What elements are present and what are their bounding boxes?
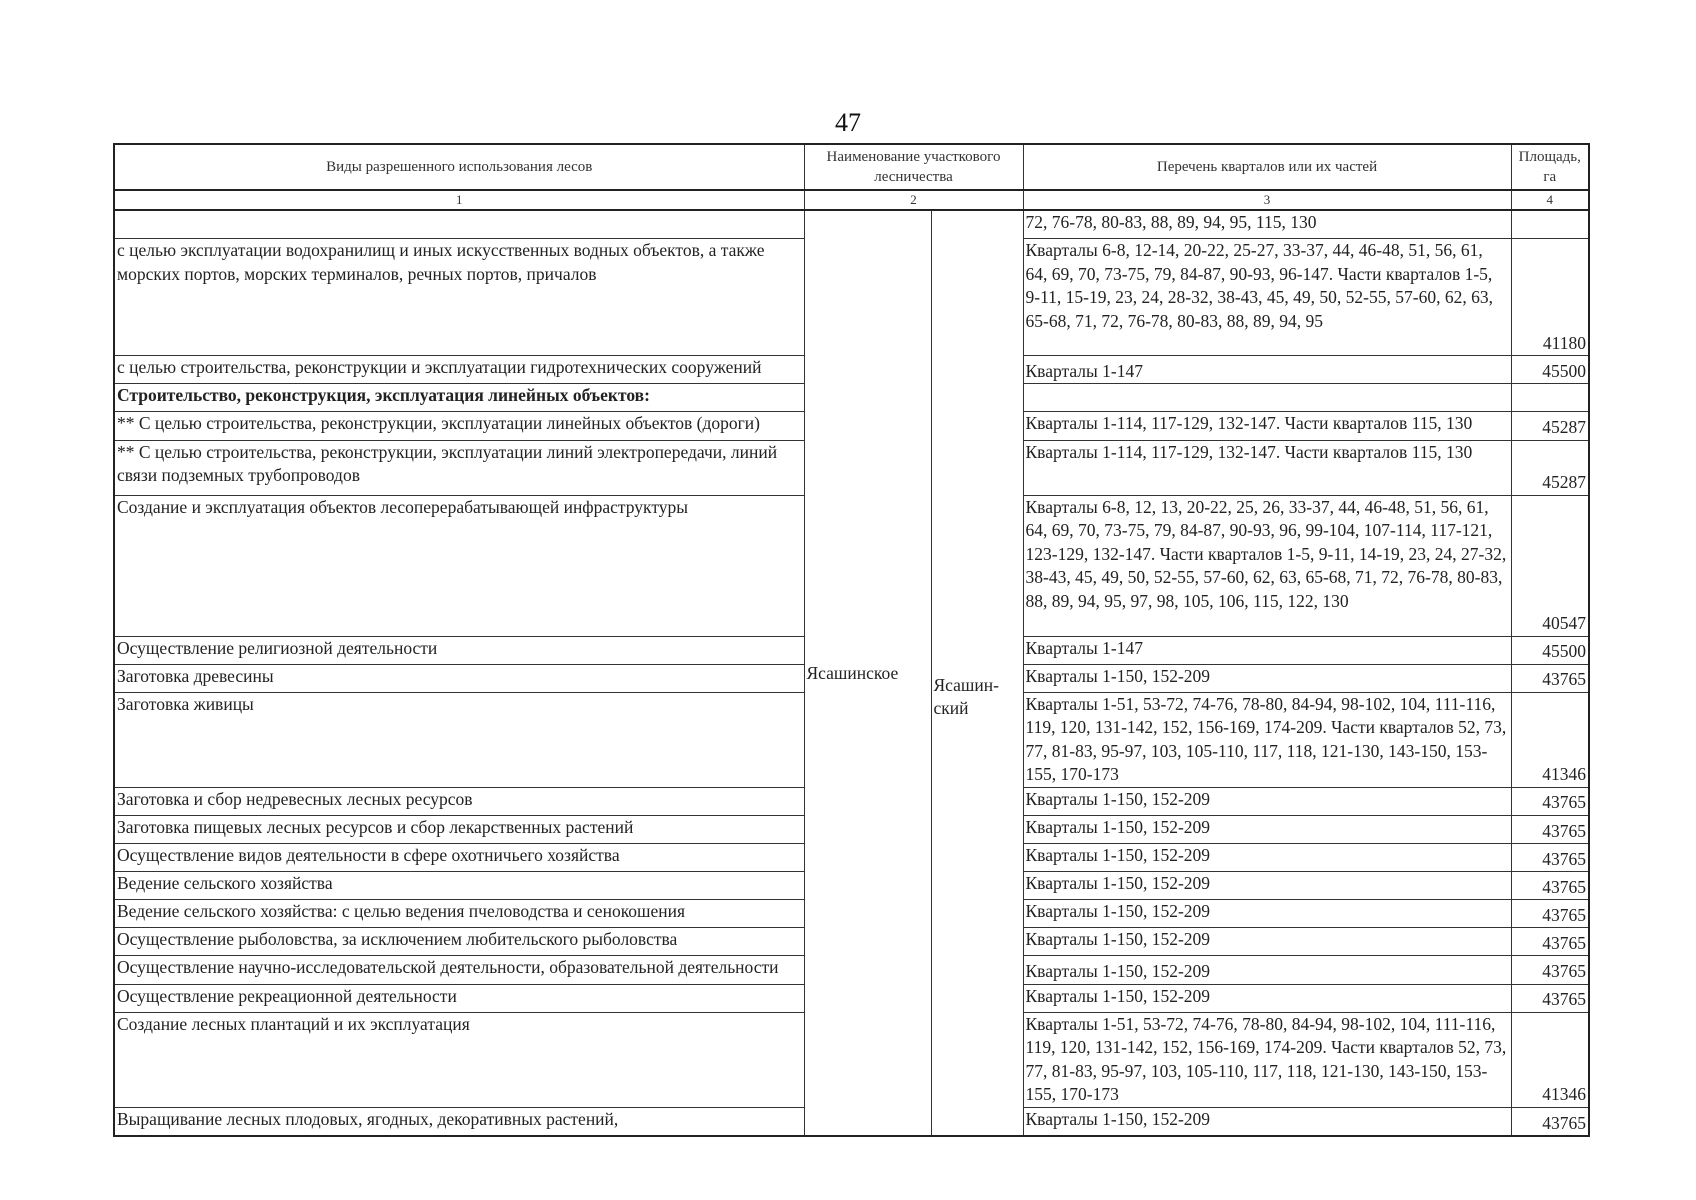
district-cell-a — [804, 210, 931, 1136]
header-area: Площадь, га — [1511, 144, 1589, 190]
use-type-cell: ** С целью строительства, реконструкции, эксплуатации линий электропередачи, линий связи подземных трубопроводов — [114, 440, 804, 495]
area-cell: 43765 — [1511, 984, 1589, 1012]
area-cell: 43765 — [1511, 844, 1589, 872]
quarters-cell: Кварталы 1-51, 53-72, 74-76, 78-80, 84-94, 98-102, 104, 111-116, 119, 120, 131-142, 152, 156-169, 174-209. Части кварталов 52, 73, 77, 81-83, 95-97, 103, 105-110, 117, 118, 121-130, 143-150, 153-155, 170-173 — [1023, 1012, 1511, 1107]
quarters-cell: Кварталы 1-147 — [1023, 356, 1511, 384]
area-cell: 41180 — [1511, 239, 1589, 356]
area-cell: 43765 — [1511, 928, 1589, 956]
use-type-cell: Осуществление рекреационной деятельности — [114, 984, 804, 1012]
quarters-cell: Кварталы 1-51, 53-72, 74-76, 78-80, 84-94, 98-102, 104, 111-116, 119, 120, 131-142, 152, 156-169, 174-209. Части кварталов 52, 73, 77, 81-83, 95-97, 103, 105-110, 117, 118, 121-130, 143-150, 153-155, 170-173 — [1023, 692, 1511, 787]
district-name-b: Ясашин-ский — [933, 674, 999, 718]
quarters-cell: 72, 76-78, 80-83, 88, 89, 94, 95, 115, 130 — [1023, 210, 1511, 239]
quarters-cell: Кварталы 1-150, 152-209 — [1023, 664, 1511, 692]
table-row — [114, 210, 1589, 239]
quarters-cell: Кварталы 1-150, 152-209 — [1023, 815, 1511, 843]
use-type-cell: Заготовка пищевых лесных ресурсов и сбор лекарственных растений — [114, 815, 804, 843]
area-cell: 43765 — [1511, 1107, 1589, 1136]
quarters-cell: Кварталы 1-150, 152-209 — [1023, 787, 1511, 815]
forest-use-table — [113, 143, 1590, 1137]
header-quarters: Перечень кварталов или их частей — [1023, 144, 1511, 190]
use-type-cell: с целью эксплуатации водохранилищ и иных искусственных водных объектов, а также морских портов, морских терминалов, речных портов, причалов — [114, 239, 804, 356]
header-use-type: Виды разрешенного использования лесов — [114, 144, 804, 190]
use-type-cell: Заготовка и сбор недревесных лесных ресурсов — [114, 787, 804, 815]
header-num-1: 1 — [114, 190, 804, 210]
use-type-cell: Выращивание лесных плодовых, ягодных, декоративных растений, — [114, 1107, 804, 1136]
header-district-name: Наименование участкового лесничества — [804, 144, 1023, 190]
area-cell — [1511, 384, 1589, 412]
use-type-cell: Создание и эксплуатация объектов лесоперерабатывающей инфраструктуры — [114, 495, 804, 636]
area-cell: 45500 — [1511, 636, 1589, 664]
use-type-cell: ** С целью строительства, реконструкции, эксплуатации линейных объектов (дороги) — [114, 412, 804, 440]
area-cell: 43765 — [1511, 815, 1589, 843]
use-type-cell: Осуществление видов деятельности в сфере охотничьего хозяйства — [114, 844, 804, 872]
use-type-cell: Ведение сельского хозяйства: с целью ведения пчеловодства и сенокошения — [114, 900, 804, 928]
quarters-cell: Кварталы 1-150, 152-209 — [1023, 956, 1511, 984]
use-type-cell: Осуществление религиозной деятельности — [114, 636, 804, 664]
area-cell — [1511, 210, 1589, 239]
area-cell: 45287 — [1511, 412, 1589, 440]
use-type-cell: Осуществление научно-исследовательской деятельности, образовательной деятельности — [114, 956, 804, 984]
area-cell: 43765 — [1511, 664, 1589, 692]
quarters-cell: Кварталы 1-150, 152-209 — [1023, 984, 1511, 1012]
use-type-cell: Заготовка живицы — [114, 692, 804, 787]
use-type-cell: Создание лесных плантаций и их эксплуатация — [114, 1012, 804, 1107]
quarters-cell: Кварталы 6-8, 12-14, 20-22, 25-27, 33-37, 44, 46-48, 51, 56, 61, 64, 69, 70, 73-75, 79, 84-87, 90-93, 96-147. Части кварталов 1-5, 9-11, 15-19, 23, 24, 28-32, 38-43, 45, 49, 50, 52-55, 57-60, 62, 63, 65-68, 71, 72, 76-78, 80-83, 88, 89, 94, 95 — [1023, 239, 1511, 356]
quarters-cell: Кварталы 1-150, 152-209 — [1023, 900, 1511, 928]
header-num-4: 4 — [1511, 190, 1589, 210]
area-cell: 41346 — [1511, 692, 1589, 787]
use-type-cell: Осуществление рыболовства, за исключением любительского рыболовства — [114, 928, 804, 956]
quarters-cell: Кварталы 1-150, 152-209 — [1023, 928, 1511, 956]
quarters-cell: Кварталы 1-147 — [1023, 636, 1511, 664]
page-number: 47 — [835, 108, 861, 137]
quarters-cell: Кварталы 1-114, 117-129, 132-147. Части кварталов 115, 130 — [1023, 440, 1511, 495]
quarters-cell: Кварталы 1-150, 152-209 — [1023, 1107, 1511, 1136]
area-cell: 45287 — [1511, 440, 1589, 495]
quarters-cell: Кварталы 1-114, 117-129, 132-147. Части кварталов 115, 130 — [1023, 412, 1511, 440]
quarters-cell: Кварталы 6-8, 12, 13, 20-22, 25, 26, 33-37, 44, 46-48, 51, 56, 61, 64, 69, 70, 73-75, 79, 84-87, 90-93, 96, 99-104, 107-114, 117-121, 123-129, 132-147. Части кварталов 1-5, 9-11, 14-19, 23, 24, 27-32, 38-43, 45, 49, 50, 52-55, 57-60, 62, 63, 65-68, 71, 72, 76-78, 80-83, 88, 89, 94, 95, 97, 98, 105, 106, 115, 122, 130 — [1023, 495, 1511, 636]
quarters-cell: Кварталы 1-150, 152-209 — [1023, 872, 1511, 900]
header-num-3: 3 — [1023, 190, 1511, 210]
use-type-cell: Заготовка древесины — [114, 664, 804, 692]
use-type-cell — [114, 210, 804, 239]
area-cell: 40547 — [1511, 495, 1589, 636]
area-cell: 45500 — [1511, 356, 1589, 384]
header-num-2: 2 — [804, 190, 1023, 210]
area-cell: 43765 — [1511, 787, 1589, 815]
area-cell: 43765 — [1511, 956, 1589, 984]
district-name-a: Ясашинское — [806, 663, 899, 684]
area-cell: 43765 — [1511, 900, 1589, 928]
area-cell: 43765 — [1511, 872, 1589, 900]
section-heading-cell: Строительство, реконструкция, эксплуатация линейных объектов: — [114, 384, 804, 412]
quarters-cell — [1023, 384, 1511, 412]
use-type-cell: Ведение сельского хозяйства — [114, 872, 804, 900]
use-type-cell: с целью строительства, реконструкции и эксплуатации гидротехнических сооружений — [114, 356, 804, 384]
district-cell-b — [931, 210, 1023, 1136]
area-cell: 41346 — [1511, 1012, 1589, 1107]
quarters-cell: Кварталы 1-150, 152-209 — [1023, 844, 1511, 872]
